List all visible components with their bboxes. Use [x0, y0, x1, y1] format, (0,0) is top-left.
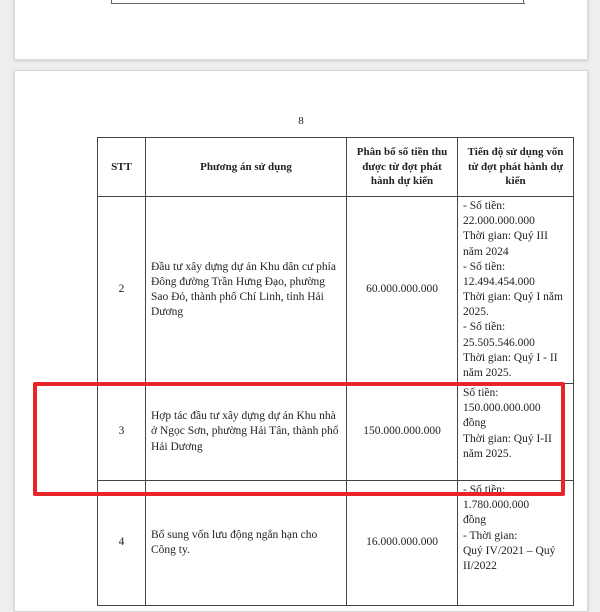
row-allocation [347, 481, 458, 606]
allocation-value: 60.000.000.000 [366, 283, 438, 296]
row-plan: Hợp tác đầu tư xây dựng dự án Khu nhà ở Ngọc Sơn, phường Hải Tân, thành phố Hải Dương [146, 384, 347, 481]
allocation-value: 16.000.000.000 [366, 536, 438, 549]
row-plan: Đầu tư xây dựng dự án Khu dân cư phía Đông đường Trần Hưng Đạo, phường Sao Đỏ, thành phố Chí Linh, tỉnh Hải Dương [146, 197, 347, 384]
red-highlight-box [33, 382, 565, 496]
table-border-fragment [111, 3, 525, 4]
table-row [98, 197, 574, 384]
row-progress [458, 197, 574, 384]
progress-text: - Số tiền: 22.000.000.000 Thời gian: Quý III năm 2024 - Số tiền: 12.494.454.000 Thời gian: Quý I năm 2025. - Số tiền: 25.505.546.000 Thời gian: Quý I - II năm 2025. [463, 200, 563, 379]
header-progress: Tiến độ sử dụng vốn từ đợt phát hành dự kiến [458, 138, 574, 197]
row-plan: Bổ sung vốn lưu động ngắn hạn cho Công ty. [146, 481, 347, 606]
row-stt: 3 [98, 384, 146, 481]
row-allocation [347, 197, 458, 384]
progress-text: - Số tiền: 1.780.000.000 đồng - Thời gian: Quý IV/2021 – Quý II/2022 [463, 484, 556, 572]
header-plan: Phương án sử dụng [146, 138, 347, 197]
document-page [14, 70, 588, 612]
row-stt: 2 [98, 197, 146, 384]
header-stt: STT [98, 138, 146, 197]
row-progress [458, 481, 574, 606]
row-stt: 4 [98, 481, 146, 606]
table-row [98, 481, 574, 606]
table-header-row [98, 138, 574, 197]
header-allocation: Phân bổ số tiền thu được từ đợt phát hành dự kiến [347, 138, 458, 197]
allocation-value: 150.000.000.000 [363, 425, 441, 438]
progress-text: Số tiền: 150.000.000.000 đồng Thời gian: Quý I-II năm 2025. [463, 387, 552, 460]
page-number: 8 [298, 115, 304, 127]
previous-page-fragment [14, 0, 588, 60]
allocation-table [97, 137, 574, 606]
